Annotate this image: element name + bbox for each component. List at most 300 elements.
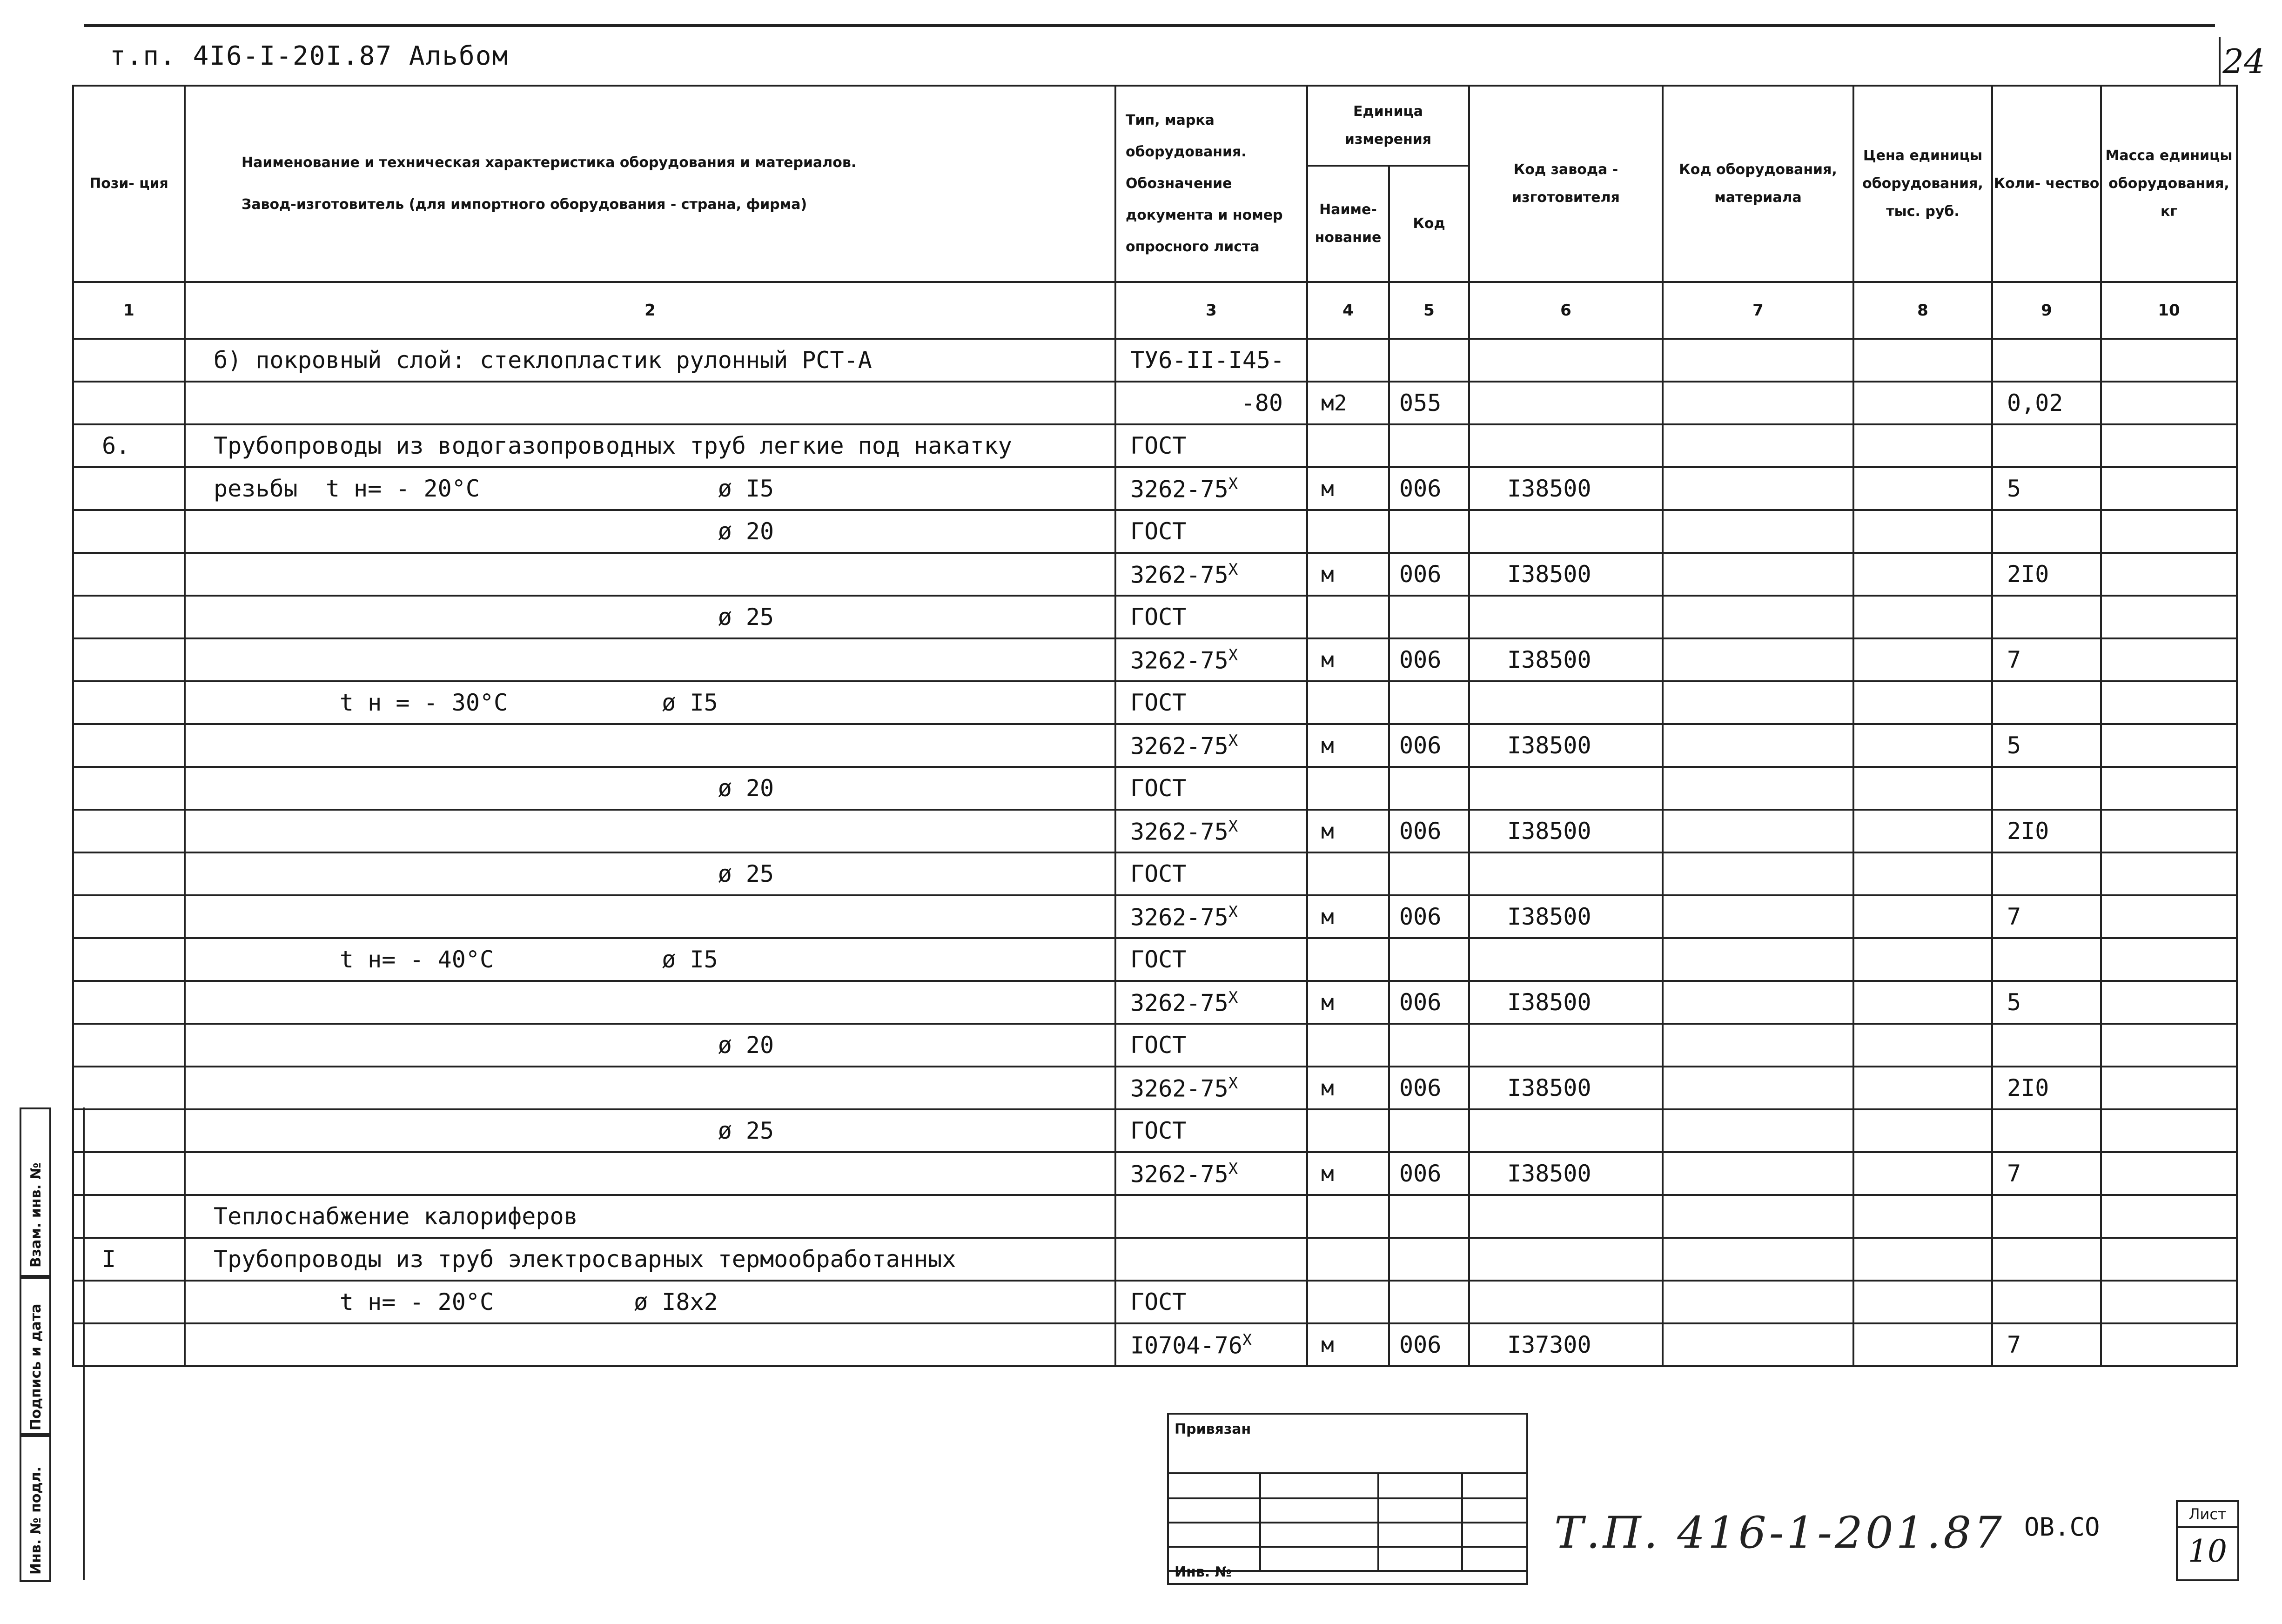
cell-text: 7 [2007,903,2021,930]
cell-qty [1992,1067,2101,1109]
cell-maker [1469,895,1663,938]
cell-price [1853,1281,1992,1323]
cell-text: 7 [2007,646,2021,673]
cell-text: м [1321,733,1334,758]
cell-text: І38500 [1507,989,1591,1016]
table-row [73,810,2237,852]
cell-name [185,638,1115,681]
cell-name [185,1152,1115,1195]
cell-price [1853,681,1992,724]
cell-maker [1469,1195,1663,1238]
cell-pos [73,767,185,810]
cell-mass [2101,1067,2237,1109]
cell-pos [73,553,185,596]
cell-qty [1992,810,2101,852]
cell-unit [1307,810,1389,852]
header-price: Цена единицы оборудования, тыс. руб. [1853,86,1992,282]
cell-type [1115,638,1307,681]
cell-equip [1663,1024,1853,1067]
cell-code [1389,424,1469,467]
cell-text: 055 [1399,389,1442,416]
cell-maker [1469,724,1663,767]
cell-text: 3262-75 [1130,818,1228,846]
cell-unit [1307,553,1389,596]
cell-name [185,1109,1115,1152]
cell-text: резьбы t н= - 20°С ø І5 [214,475,774,502]
cell-qty [1992,1238,2101,1281]
cell-text: м [1321,904,1334,929]
cell-text: ø 25 [214,604,774,631]
cell-text: 006 [1399,646,1442,673]
cell-mass [2101,1024,2237,1067]
cell-unit [1307,596,1389,638]
cell-mass [2101,981,2237,1024]
cell-unit [1307,681,1389,724]
cell-maker [1469,339,1663,382]
cell-name [185,424,1115,467]
cell-name [185,724,1115,767]
cell-maker [1469,1238,1663,1281]
superscript-mark: Х [1228,988,1238,1007]
cell-mass [2101,510,2237,553]
cell-name [185,767,1115,810]
cell-text: t н= - 20°С ø І8х2 [214,1288,718,1315]
superscript-mark: Х [1228,902,1238,921]
cell-text: 006 [1399,1074,1442,1101]
cell-code [1389,1109,1469,1152]
cell-text: ø 25 [214,860,774,887]
cell-pos [73,510,185,553]
cell-qty [1992,1152,2101,1195]
cell-code [1389,339,1469,382]
cell-text: ø 20 [214,518,774,545]
cell-mass [2101,1281,2237,1323]
header-quantity: Коли- чество [1992,86,2101,282]
cell-text: м [1321,1161,1334,1186]
cell-pos [73,810,185,852]
cell-mass [2101,596,2237,638]
cell-text: І38500 [1507,732,1591,759]
cell-text: І38500 [1507,475,1591,502]
cell-text: м [1321,476,1334,501]
cell-qty [1992,767,2101,810]
cell-equip [1663,1281,1853,1323]
cell-text: 5 [2007,732,2021,759]
cell-mass [2101,467,2237,510]
cell-type [1115,1195,1307,1238]
cell-name [185,1323,1115,1366]
cell-type [1115,681,1307,724]
cell-code [1389,895,1469,938]
cell-name [185,1067,1115,1109]
cell-mass [2101,1152,2237,1195]
cell-code [1389,1152,1469,1195]
cell-type [1115,981,1307,1024]
cell-unit [1307,1281,1389,1323]
cell-equip [1663,681,1853,724]
cell-qty [1992,724,2101,767]
cell-code [1389,638,1469,681]
cell-type [1115,510,1307,553]
cell-code [1389,724,1469,767]
cell-price [1853,895,1992,938]
cell-text: І0704-76 [1130,1332,1242,1359]
cell-maker [1469,553,1663,596]
cell-pos [73,467,185,510]
cell-code [1389,767,1469,810]
cell-text: І38500 [1507,818,1591,845]
sheet-number-box [2176,1500,2239,1581]
cell-price [1853,638,1992,681]
cell-equip [1663,339,1853,382]
cell-unit [1307,1195,1389,1238]
cell-name [185,339,1115,382]
cell-unit [1307,981,1389,1024]
table-row [73,1067,2237,1109]
cell-price [1853,467,1992,510]
cell-text: Трубопроводы из труб электросварных термообработанных [214,1246,956,1273]
superscript-mark: Х [1228,817,1238,836]
cell-text: 6. [102,432,130,459]
cell-text: -80 [1241,389,1283,416]
cell-pos [73,1067,185,1109]
cell-text: 3262-75 [1130,904,1228,931]
cell-code [1389,382,1469,424]
table-row [73,424,2237,467]
superscript-mark: Х [1242,1330,1252,1349]
cell-maker [1469,1109,1663,1152]
cell-text: t н = - 30°С ø І5 [214,689,718,716]
cell-price [1853,1109,1992,1152]
specification-table [72,85,2238,1367]
cell-name [185,1281,1115,1323]
side-label-replaced-inv: Взам. инв. № [28,1162,44,1268]
superscript-mark: Х [1228,731,1238,750]
cell-type [1115,852,1307,895]
cell-pos [73,724,185,767]
cell-price [1853,1024,1992,1067]
cell-unit [1307,724,1389,767]
side-label-original-inv: Инв. № подл. [28,1466,44,1575]
cell-code [1389,681,1469,724]
cell-pos [73,596,185,638]
cell-code [1389,1195,1469,1238]
superscript-mark: Х [1228,645,1238,664]
cell-text: 006 [1399,475,1442,502]
cell-equip [1663,981,1853,1024]
cell-code [1389,1024,1469,1067]
cell-code [1389,981,1469,1024]
table-row [73,339,2237,382]
cell-pos [73,938,185,981]
cell-unit [1307,1323,1389,1366]
cell-price [1853,424,1992,467]
side-cell-signature [20,1275,51,1437]
cell-price [1853,510,1992,553]
cell-code [1389,938,1469,981]
cell-qty [1992,553,2101,596]
header-position: Пози- ция [73,86,185,282]
cell-text: 2І0 [2007,561,2049,588]
cell-maker [1469,638,1663,681]
cell-unit [1307,467,1389,510]
cell-maker [1469,467,1663,510]
cell-price [1853,339,1992,382]
cell-name [185,1024,1115,1067]
cell-name [185,382,1115,424]
cell-pos [73,339,185,382]
cell-equip [1663,382,1853,424]
cell-name [185,1195,1115,1238]
cell-equip [1663,724,1853,767]
superscript-mark: Х [1228,1159,1238,1178]
cell-price [1853,938,1992,981]
cell-text: 5 [2007,989,2021,1016]
cell-unit [1307,938,1389,981]
cell-price [1853,1323,1992,1366]
handwritten-document-code: Т.П. 416-1-201.87 [1554,1508,2005,1558]
header-name [185,86,1115,282]
sheet-number: 10 [2188,1533,2227,1569]
cell-text: ГОСТ [1130,775,1187,802]
cell-text: 7 [2007,1331,2021,1358]
cell-text: І38500 [1507,1160,1591,1187]
cell-type [1115,895,1307,938]
cell-text: м2 [1321,390,1347,416]
cell-qty [1992,424,2101,467]
cell-mass [2101,1195,2237,1238]
cell-maker [1469,852,1663,895]
cell-price [1853,596,1992,638]
cell-maker [1469,382,1663,424]
column-number: 4 [1307,282,1389,339]
cell-text: 3262-75 [1130,1161,1228,1188]
cell-equip [1663,895,1853,938]
cell-name [185,596,1115,638]
header-maker-code: Код завода - изготовителя [1469,86,1663,282]
cell-mass [2101,553,2237,596]
cell-unit [1307,382,1389,424]
cell-maker [1469,424,1663,467]
cell-type [1115,382,1307,424]
cell-qty [1992,981,2101,1024]
cell-maker [1469,681,1663,724]
cell-maker [1469,1281,1663,1323]
cell-text: I [102,1246,116,1273]
cell-unit [1307,339,1389,382]
column-number: 2 [185,282,1115,339]
cell-text: 7 [2007,1160,2021,1187]
cell-price [1853,1238,1992,1281]
cell-mass [2101,339,2237,382]
cell-pos [73,424,185,467]
section-code: ОВ.СО [2024,1512,2100,1542]
cell-text: 006 [1399,1331,1442,1358]
header-type: Тип, марка оборудования. Обозначение документа и номер опросного листа [1115,86,1307,282]
cell-code [1389,510,1469,553]
cell-qty [1992,467,2101,510]
header-equipment-code: Код оборудования, материала [1663,86,1853,282]
cell-mass [2101,767,2237,810]
cell-text: 3262-75 [1130,989,1228,1017]
cell-text: м [1321,562,1334,587]
cell-qty [1992,382,2101,424]
stamp-inventory-label: Инв. № [1175,1564,1232,1580]
cell-name [185,553,1115,596]
cell-text: ГОСТ [1130,518,1187,545]
header-name-line2: Завод-изготовитель (для импортного оборудования - страна, фирма) [242,196,807,213]
cell-text: ГОСТ [1130,432,1187,459]
cell-maker [1469,938,1663,981]
column-number: 7 [1663,282,1853,339]
cell-text: ГОСТ [1130,860,1187,887]
cell-unit [1307,1024,1389,1067]
cell-unit [1307,767,1389,810]
side-cell-replaced-inv [20,1107,51,1279]
table-row [73,1281,2237,1323]
cell-text: 006 [1399,818,1442,845]
cell-price [1853,767,1992,810]
cell-type [1115,424,1307,467]
cell-text: 006 [1399,732,1442,759]
cell-mass [2101,810,2237,852]
cell-qty [1992,681,2101,724]
column-number: 10 [2101,282,2237,339]
cell-text: Теплоснабжение калориферов [214,1203,578,1230]
cell-type [1115,767,1307,810]
side-stamp-strip [20,1107,85,1580]
cell-text: 3262-75 [1130,647,1228,674]
cell-text: 3262-75 [1130,1075,1228,1102]
header-mass: Масса единицы оборудования, кг [2101,86,2237,282]
cell-pos [73,1109,185,1152]
table-row [73,382,2237,424]
table-row [73,1024,2237,1067]
table-row [73,1109,2237,1152]
cell-equip [1663,510,1853,553]
cell-text: ГОСТ [1130,946,1187,973]
cell-pos [73,1152,185,1195]
header-unit-group: Единица измерения [1307,86,1469,166]
cell-text: Трубопроводы из водогазопроводных труб легкие под накатку [214,432,1012,459]
header-unit-code: Код [1389,166,1469,282]
cell-unit [1307,510,1389,553]
cell-equip [1663,1195,1853,1238]
table-row [73,1238,2237,1281]
cell-qty [1992,895,2101,938]
header-unit-name: Наиме- нование [1307,166,1389,282]
cell-equip [1663,852,1853,895]
cell-text: 3262-75 [1130,732,1228,760]
cell-price [1853,810,1992,852]
side-label-signature: Подпись и дата [28,1303,44,1430]
cell-text: 2І0 [2007,1074,2049,1101]
cell-text: ø 20 [214,775,774,802]
cell-name [185,981,1115,1024]
cell-equip [1663,553,1853,596]
cell-code [1389,1067,1469,1109]
table-row [73,681,2237,724]
cell-maker [1469,1152,1663,1195]
cell-unit [1307,424,1389,467]
cell-qty [1992,339,2101,382]
cell-code [1389,810,1469,852]
cell-text: м [1321,990,1334,1015]
cell-type [1115,1152,1307,1195]
cell-text: б) покровный слой: стеклопластик рулонный РСТ-А [214,347,872,374]
cell-pos [73,1281,185,1323]
cell-unit [1307,638,1389,681]
cell-pos [73,638,185,681]
cell-text: І38500 [1507,561,1591,588]
cell-pos [73,681,185,724]
cell-qty [1992,510,2101,553]
cell-equip [1663,1109,1853,1152]
cell-mass [2101,1323,2237,1366]
cell-text: м [1321,819,1334,844]
table-row [73,724,2237,767]
cell-mass [2101,852,2237,895]
cell-text: ø 25 [214,1117,774,1144]
cell-code [1389,1238,1469,1281]
cell-equip [1663,1238,1853,1281]
cell-pos [73,1238,185,1281]
cell-text: І37300 [1507,1331,1591,1358]
cell-price [1853,852,1992,895]
cell-maker [1469,1323,1663,1366]
cell-qty [1992,852,2101,895]
cell-type [1115,1281,1307,1323]
cell-price [1853,1152,1992,1195]
cell-maker [1469,596,1663,638]
table-row [73,510,2237,553]
column-number: 3 [1115,282,1307,339]
cell-mass [2101,1109,2237,1152]
cell-text: ГОСТ [1130,689,1187,716]
cell-mass [2101,681,2237,724]
cell-code [1389,467,1469,510]
cell-name [185,467,1115,510]
cell-name [185,810,1115,852]
cell-price [1853,1195,1992,1238]
cell-equip [1663,596,1853,638]
cell-equip [1663,1323,1853,1366]
cell-text: 3262-75 [1130,476,1228,503]
cell-text: ГОСТ [1130,604,1187,631]
cell-unit [1307,1109,1389,1152]
table-body [73,339,2237,1366]
table-row [73,767,2237,810]
cell-maker [1469,510,1663,553]
cell-maker [1469,1067,1663,1109]
cell-mass [2101,1238,2237,1281]
column-number: 8 [1853,282,1992,339]
cell-price [1853,382,1992,424]
cell-type [1115,810,1307,852]
table-row [73,638,2237,681]
table-row [73,852,2237,895]
cell-equip [1663,424,1853,467]
cell-maker [1469,810,1663,852]
cell-text: ТУ6-ІІ-І45- [1130,347,1285,374]
column-number: 9 [1992,282,2101,339]
handwritten-page-mark: 24 [2219,37,2267,86]
cell-unit [1307,1152,1389,1195]
cell-mass [2101,424,2237,467]
table-row [73,1323,2237,1366]
cell-mass [2101,895,2237,938]
cell-type [1115,1109,1307,1152]
